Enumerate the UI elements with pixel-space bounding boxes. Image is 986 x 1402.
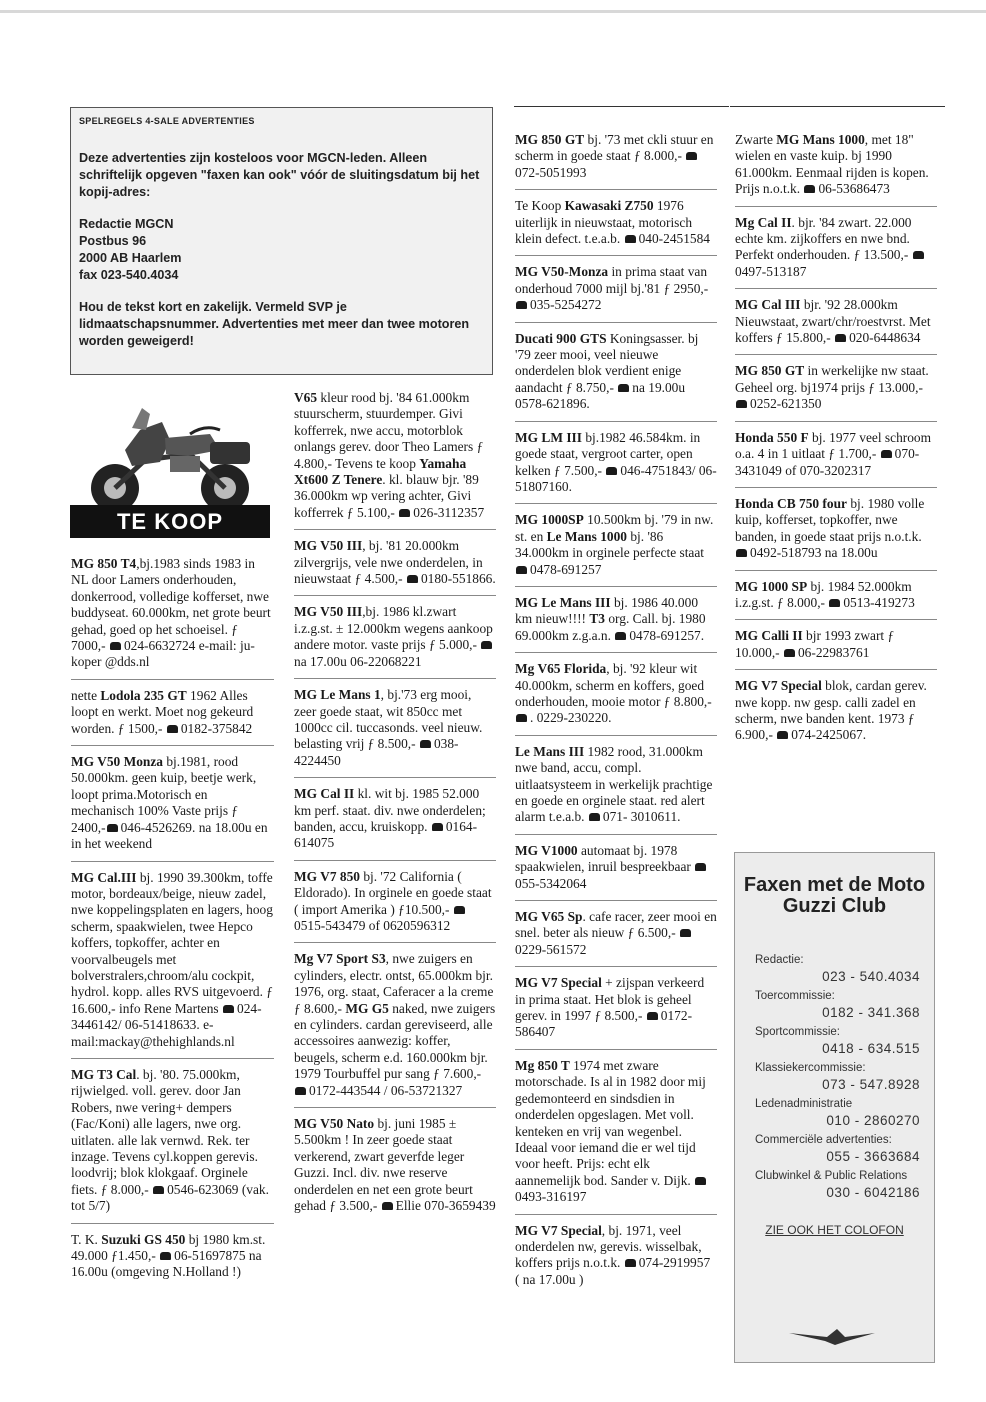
classified-ad: MG LM III bj.1982 46.584km. in goede staat, vergroot carter, open kelken ƒ 7.500,- 046-4751843/ 06-51807160. xyxy=(515,430,717,505)
phone-icon xyxy=(432,823,443,831)
phone-icon xyxy=(736,549,747,557)
classified-ad: Zwarte MG Mans 1000, met 18" wielen en vaste kuip. bj 1990 61.000km. Eenmaal rijden is kopen. Prijs n.o.t.k. 06-53686473 xyxy=(735,132,937,207)
phone-icon xyxy=(516,301,527,309)
classified-ad: V65 kleur rood bj. '84 61.000km stuurscherm, stuurdemper. Givi kofferrek, nwe accu, motorblok onlangs gerev. door Theo Lamers ƒ 4.800,- Tevens te koop Yamaha Xt600 Z Tenere. kl. blauw bjr. '89 36.000km wp vering achter, Givi kofferrek ƒ 5.100,- 026-3112357 xyxy=(294,390,496,530)
phone-icon xyxy=(615,632,626,640)
phone-icon xyxy=(784,649,795,657)
classified-ad: MG V7 850 bj. '72 California ( Eldorado). In orginele en goede staat ( import Amerika ) ƒ10.500,- 0515-543479 of 0620596312 xyxy=(294,869,496,944)
classified-ad: Mg 850 T 1974 met zware motorschade. Is al in 1982 door mij gedemonteerd en sindsdien in onderdelen opgeslagen. Met voll. kenteken en vrij van wegenbel. Ideaal voor iemand die er wel tijd voor heeft. Prijs: echt elk aannemelijk bod. Sander v. Dijk. 0493-316197 xyxy=(515,1058,717,1215)
fax-role: Toercommissie: xyxy=(755,990,835,1002)
fax-role: Clubwinkel & Public Relations xyxy=(755,1170,908,1182)
phone-icon xyxy=(454,906,465,914)
classified-ad: MG 1000SP 10.500km bj. '79 in nw. st. en Le Mans 1000 bj. '86 34.000km in orginele perfecte staat 0478-691257 xyxy=(515,512,717,587)
phone-icon xyxy=(647,1012,658,1020)
phone-icon xyxy=(736,400,747,408)
phone-icon xyxy=(680,929,691,937)
fax-number: 010 - 2860270 xyxy=(826,1113,920,1128)
fax-number: 030 - 6042186 xyxy=(826,1185,920,1200)
classified-ad: Mg Cal II. bjr. '84 zwart. 22.000 echte km. zijkoffers en nwe bnd. Perfekt onderhouden. ƒ 13.500,- 0497-513187 xyxy=(735,215,937,290)
classified-ad: MG V50 Nato bj. juni 1985 ± 5.500km ! In zeer goede staat verkerend, zwart geverfde leger Guzzi. Incl. div. nwe reserve onderdelen en net een grote beurt gehad ƒ 3.500,- Ellie 070-3659439 xyxy=(294,1116,496,1214)
classified-ad: MG V7 Special + zijspan verkeerd in prima staat. Het blok is geheel gerev. in 1997 ƒ 8.500,- 0172- 586407 xyxy=(515,975,717,1050)
classified-ad: MG 1000 SP bj. 1984 52.000km i.z.g.st. ƒ 8.000,- 0513-419273 xyxy=(735,579,937,621)
colofon-link[interactable]: ZIE OOK HET COLOFON xyxy=(765,1223,904,1237)
phone-icon xyxy=(481,641,492,649)
phone-icon xyxy=(695,1177,706,1185)
top-rule xyxy=(0,10,986,13)
phone-icon xyxy=(153,1186,164,1194)
fax-number: 0418 - 634.515 xyxy=(822,1041,920,1056)
phone-icon xyxy=(516,566,527,574)
rules-intro: Deze advertenties zijn kosteloos voor MGCN-leden. Alleen schriftelijk opgeven "faxen kan ook" vóór de sluitingsdatum bij het kopij-adres: xyxy=(79,151,480,199)
ads-column-3 xyxy=(515,132,717,1304)
phone-icon xyxy=(107,824,118,832)
classified-ad: MG V1000 automaat bj. 1978 spaakwielen, inruil bespreekbaar 055-5342064 xyxy=(515,843,717,901)
phone-icon xyxy=(295,1087,306,1095)
phone-icon xyxy=(881,450,892,458)
classified-ad: MG V50 III, bj. '81 20.000km zilvergrijs, vele nwe onderdelen, in nieuwstaat ƒ 4.500,- 0180-551866. xyxy=(294,538,496,596)
fax-role: Ledenadministratie xyxy=(755,1098,853,1110)
phone-icon xyxy=(110,642,121,650)
phone-icon xyxy=(686,152,697,160)
classified-ad: MG Cal.III bj. 1990 39.300km, toffe motor, bordeaux/beige, nieuw zadel, nwe koppelingsplaten en lagers, hoog scherm, spaakwielen, twee Hepco koffers, topkoffer, achter en voorvalbeugels met bolverstralers,chroom/alu cockpit, hydrol. kopp. alles RVS uitgevoerd. ƒ 16.600,- info Rene Martens 024-3446142/ 06-51418633. e-mail:mackay@thehighlands.nl xyxy=(71,870,274,1059)
phone-icon xyxy=(913,251,924,259)
phone-icon xyxy=(407,575,418,583)
classified-ad: MG V50-Monza in prima staat van onderhoud 7000 mijl bj.'81 ƒ 2950,- 035-5254272 xyxy=(515,264,717,322)
ads-column-2 xyxy=(294,390,496,1230)
phone-icon xyxy=(167,725,178,733)
classified-ad: Mg V65 Florida, bj. '92 kleur wit 40.000km, scherm en koffers, goed onderhouden, mooie motor ƒ 8.800,- . 0229-230220. xyxy=(515,661,717,736)
classified-ad: Honda CB 750 four bj. 1980 volle kuip, kofferset, topkoffer, nwe banden, in goede staat prijs n.o.t.k. 0492-518793 na 18.00u xyxy=(735,496,937,571)
fax-contact-list xyxy=(755,953,920,1203)
rules-title: SPELREGELS 4-SALE ADVERTENTIES xyxy=(79,116,255,126)
fax-number: 055 - 3663684 xyxy=(826,1149,920,1164)
fax-role: Commerciële advertenties: xyxy=(755,1134,892,1146)
phone-icon xyxy=(777,731,788,739)
phone-icon xyxy=(606,467,617,475)
phone-icon xyxy=(223,1005,234,1013)
classified-ad: nette Lodola 235 GT 1962 Alles loopt en werkt. Moet nog gekeurd worden. ƒ 1500,- 0182-375842 xyxy=(71,688,274,746)
phone-icon xyxy=(835,334,846,342)
fax-contacts-box xyxy=(734,852,935,1363)
classified-ad: Te Koop Kawasaki Z750 1976 uiterlijk in nieuwstaat, motorisch klein defect. t.e.a.b. 040-2451584 xyxy=(515,198,717,256)
phone-icon xyxy=(695,863,706,871)
classified-ad: MG V7 Special, bj. 1971, veel onderdelen nw, gerevis. wisselbak, koffers prijs n.o.t.k. 074-2919957 ( na 17.00u ) xyxy=(515,1222,711,1287)
ads-column-4 xyxy=(735,132,937,760)
classified-ad: MG Le Mans 1, bj.'73 erg mooi, zeer goede staat, wit 850cc met 1000cc cil. tuccasonds. veel nieuw. belasting vrij ƒ 8.500,- 038-4224450 xyxy=(294,687,496,778)
phone-icon xyxy=(625,1259,636,1267)
fax-box-title: Faxen met de Moto Guzzi Club xyxy=(743,874,926,917)
phone-icon xyxy=(382,1202,393,1210)
phone-icon xyxy=(829,599,840,607)
fax-number: 023 - 540.4034 xyxy=(822,969,920,984)
rules-address-line: 2000 AB Haarlem xyxy=(79,251,182,265)
classified-ad: Mg V7 Sport S3, nwe zuigers en cylinders, electr. ontst, 65.000km bjr. 1976, org. staat, Caferacer a la creme ƒ 8.600,- MG G5 naked, nwe zuigers en cylinders. cardan gereviseerd, alle accessoires aanwezig: koffer, beugels, scherm e.d. 160.000km bjr. 1979 Tourbuffel pur sang ƒ 7.600,- 0172-443544 / 06-53721327 xyxy=(294,951,496,1108)
classified-ad: MG Cal II kl. wit bj. 1985 52.000 km perf. staat. div. nwe onderdelen; banden, accu, kruiskopp. 0164-614075 xyxy=(294,786,496,861)
classified-ad: MG Le Mans III bj. 1986 40.000 km nieuw!!!! T3 org. Call. bj. 1980 69.000km z.g.a.n. 0478-691257. xyxy=(515,595,717,653)
fax-role: Redactie: xyxy=(755,954,804,966)
classified-ad: Le Mans III 1982 rood, 31.000km nwe band, accu, compl. uitlaatsysteem in werkelijk prachtige en goede en orginele staat. red alert alarm t.e.a.b. 071- 3010611. xyxy=(515,744,717,835)
rules-address-line: Redactie MGCN xyxy=(79,217,174,231)
fax-number: 073 - 547.8928 xyxy=(822,1077,920,1092)
classified-ad: MG V65 Sp. cafe racer, zeer mooi en snel. beter als nieuw ƒ 6.500,- 0229-561572 xyxy=(515,909,717,967)
rules-address-line: fax 023-540.4034 xyxy=(79,268,179,282)
rules-address-line: Postbus 96 xyxy=(79,234,147,248)
phone-icon xyxy=(618,384,629,392)
phone-icon xyxy=(420,740,431,748)
phone-icon xyxy=(625,235,636,243)
fax-number: 0182 - 341.368 xyxy=(822,1005,920,1020)
ads-column-1 xyxy=(71,556,274,1297)
classified-ad: MG V50 Monza bj.1981, rood 50.000km. geen kuip, beetje werk, loopt prima.Motorisch en mechanisch 100% Vaste prijs ƒ 2400,- 046-4526269. na 18.00u en in het weekend xyxy=(71,754,274,861)
phone-icon xyxy=(804,185,815,193)
classified-ad: MG V7 Special blok, cardan gerev. nwe kopp. nw gesp. calli zadel en scherm, nwe banden kent. 1973 ƒ 6.900,- 074-2425067. xyxy=(735,678,927,743)
rules-note: Hou de tekst kort en zakelijk. Vermeld SVP je lidmaatschapsnummer. Advertenties met meer dan twee motoren worden geweigerd! xyxy=(79,300,470,348)
classified-ad: MG 850 T4,bj.1983 sinds 1983 in NL door Lamers onderhouden, donkerrood, volledige kofferset, nwe buddyseat. 60.000km, net grote beurt gehad, goed op het schoeisel. ƒ 7000,- 024-6632724 e-mail: ju-koper @dds.nl xyxy=(71,556,274,680)
classified-ad: MG Cal III bjr. '92 28.000km Nieuwstaat, zwart/chr/roestvrst. Met koffers ƒ 15.800,- 020-6448634 xyxy=(735,297,937,355)
column-top-rule xyxy=(514,106,729,107)
phone-icon xyxy=(589,813,600,821)
te-koop-banner: TE KOOP xyxy=(70,505,270,538)
phone-icon xyxy=(399,509,410,517)
classified-ad: MG T3 Cal. bj. '80. 75.000km, rijwielged. voll. gerev. door Jan Robers, nwe vering+ dempers (Fac/Koni) alle lagers, nwe org. uitlaten. alle lak vernwd. Rek. ter inzage. Tevens cyl.koppen gerevis. loodvrij; blok klokgaaf. Orginele fiets. ƒ 8.000,- 0546-623069 (vak. tot 5/7) xyxy=(71,1067,274,1224)
phone-icon xyxy=(516,714,527,722)
classified-ad: Ducati 900 GTS Koningsasser. bj '79 zeer mooi, veel nieuwe onderdelen blok verdient enige aandacht ƒ 8.750,- na 19.00u 0578-621896. xyxy=(515,331,717,422)
classified-ad: MG V50 III,bj. 1986 kl.zwart i.z.g.st. ± 12.000km wegens aankoop andere motor. vaste prijs ƒ 5.000,- na 17.00u 06-22068221 xyxy=(294,604,496,679)
classified-ad: MG 850 GT in werkelijke nw staat. Geheel org. bj1974 prijs ƒ 13.000,- 0252-621350 xyxy=(735,363,937,421)
fax-role: Sportcommissie: xyxy=(755,1026,840,1038)
moto-guzzi-eagle-logo xyxy=(787,1325,877,1347)
classified-ad: MG Calli II bjr 1993 zwart ƒ 10.000,- 06-22983761 xyxy=(735,628,937,670)
classified-ad: MG 850 GT bj. '73 met ckli stuur en scherm in goede staat ƒ 8.000,- 072-5051993 xyxy=(515,132,717,190)
classified-ad: Honda 550 F bj. 1977 veel schroom o.a. 4 in 1 uitlaat ƒ 1.700,- 070-3431049 of 070-3202317 xyxy=(735,430,937,488)
phone-icon xyxy=(160,1252,171,1260)
classified-ad: T. K. Suzuki GS 450 bj 1980 km.st. 49.000 ƒ1.450,- 06-51697875 na 16.00u (omgeving N.Holland !) xyxy=(71,1231,266,1280)
column-top-rule xyxy=(730,106,945,107)
fax-role: Klassiekercommissie: xyxy=(755,1062,866,1074)
rules-box xyxy=(70,107,493,375)
